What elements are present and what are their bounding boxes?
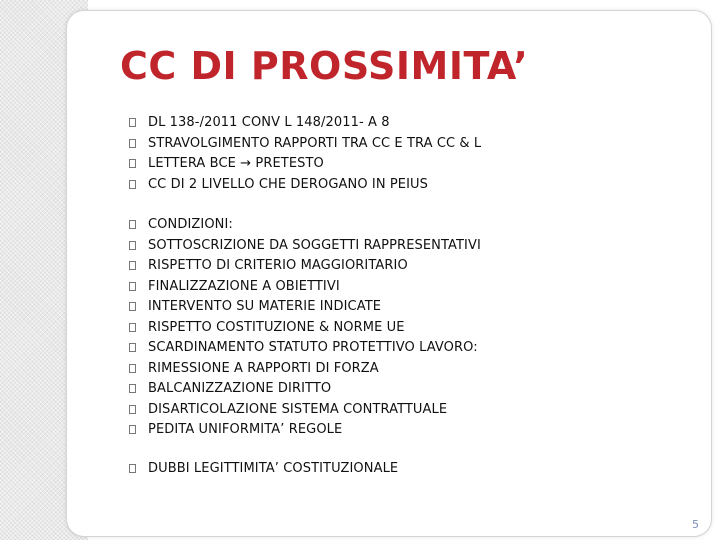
bullet-box-icon bbox=[129, 464, 136, 473]
bullet-box-icon bbox=[129, 241, 136, 250]
bullet-list-1 bbox=[129, 113, 481, 195]
bullet-list-3 bbox=[129, 459, 398, 480]
list-item-text: CONDIZIONI: bbox=[148, 217, 233, 232]
list-item-text: RIMESSIONE A RAPPORTI DI FORZA bbox=[148, 360, 379, 376]
list-item bbox=[129, 175, 481, 196]
list-item-text: LETTERA BCE → PRETESTO bbox=[148, 156, 324, 171]
bullet-box-icon bbox=[129, 405, 136, 414]
list-item-text: BALCANIZZAZIONE DIRITTO bbox=[148, 381, 332, 396]
bullet-box-icon bbox=[129, 220, 136, 229]
list-item-text: DL 138-/2011 CONV L 148/2011- A 8 bbox=[148, 115, 390, 130]
list-item bbox=[129, 277, 481, 298]
list-item-text: SOTTOSCRIZIONE DA SOGGETTI RAPPRESENTATIVI bbox=[148, 237, 481, 253]
list-item bbox=[129, 215, 481, 236]
list-item-text: FINALIZZAZIONE A OBIETTIVI bbox=[148, 278, 340, 294]
list-item bbox=[129, 154, 481, 175]
list-item-text: PEDITA UNIFORMITA’ REGOLE bbox=[148, 422, 343, 437]
bullet-box-icon bbox=[129, 180, 136, 189]
bullet-box-icon bbox=[129, 425, 136, 434]
bullet-box-icon bbox=[129, 302, 136, 311]
list-item-text: DUBBI LEGITTIMITA’ COSTITUZIONALE bbox=[148, 461, 399, 476]
list-item bbox=[129, 134, 481, 155]
list-item bbox=[129, 400, 481, 421]
bullet-box-icon bbox=[129, 118, 136, 127]
list-item bbox=[129, 297, 481, 318]
bullet-box-icon bbox=[129, 282, 136, 291]
bullet-box-icon bbox=[129, 159, 136, 168]
page-number: 5 bbox=[692, 518, 699, 531]
list-item-text: RISPETTO COSTITUZIONE & NORME UE bbox=[148, 319, 405, 335]
list-item bbox=[129, 379, 481, 400]
list-item bbox=[129, 338, 481, 359]
list-item-text: DISARTICOLAZIONE SISTEMA CONTRATTUALE bbox=[148, 401, 448, 417]
bullet-box-icon bbox=[129, 261, 136, 270]
list-item bbox=[129, 256, 481, 277]
bullet-list-2 bbox=[129, 215, 481, 441]
list-item bbox=[129, 113, 481, 134]
list-item-text: INTERVENTO SU MATERIE INDICATE bbox=[148, 299, 382, 314]
list-item bbox=[129, 318, 481, 339]
list-item bbox=[129, 420, 481, 441]
list-item bbox=[129, 359, 481, 380]
slide-title: CC DI PROSSIMITA’ bbox=[120, 44, 529, 88]
list-item bbox=[129, 236, 481, 257]
bullet-box-icon bbox=[129, 139, 136, 148]
list-item bbox=[129, 459, 398, 480]
bullet-box-icon bbox=[129, 343, 136, 352]
bullet-box-icon bbox=[129, 364, 136, 373]
list-item-text: RISPETTO DI CRITERIO MAGGIORITARIO bbox=[148, 258, 408, 273]
list-item-text: SCARDINAMENTO STATUTO PROTETTIVO LAVORO: bbox=[148, 340, 478, 355]
list-item-text: STRAVOLGIMENTO RAPPORTI TRA CC E TRA CC & L bbox=[148, 135, 482, 151]
bullet-box-icon bbox=[129, 384, 136, 393]
list-item-text: CC DI 2 LIVELLO CHE DEROGANO IN PEIUS bbox=[148, 176, 429, 192]
bullet-box-icon bbox=[129, 323, 136, 332]
